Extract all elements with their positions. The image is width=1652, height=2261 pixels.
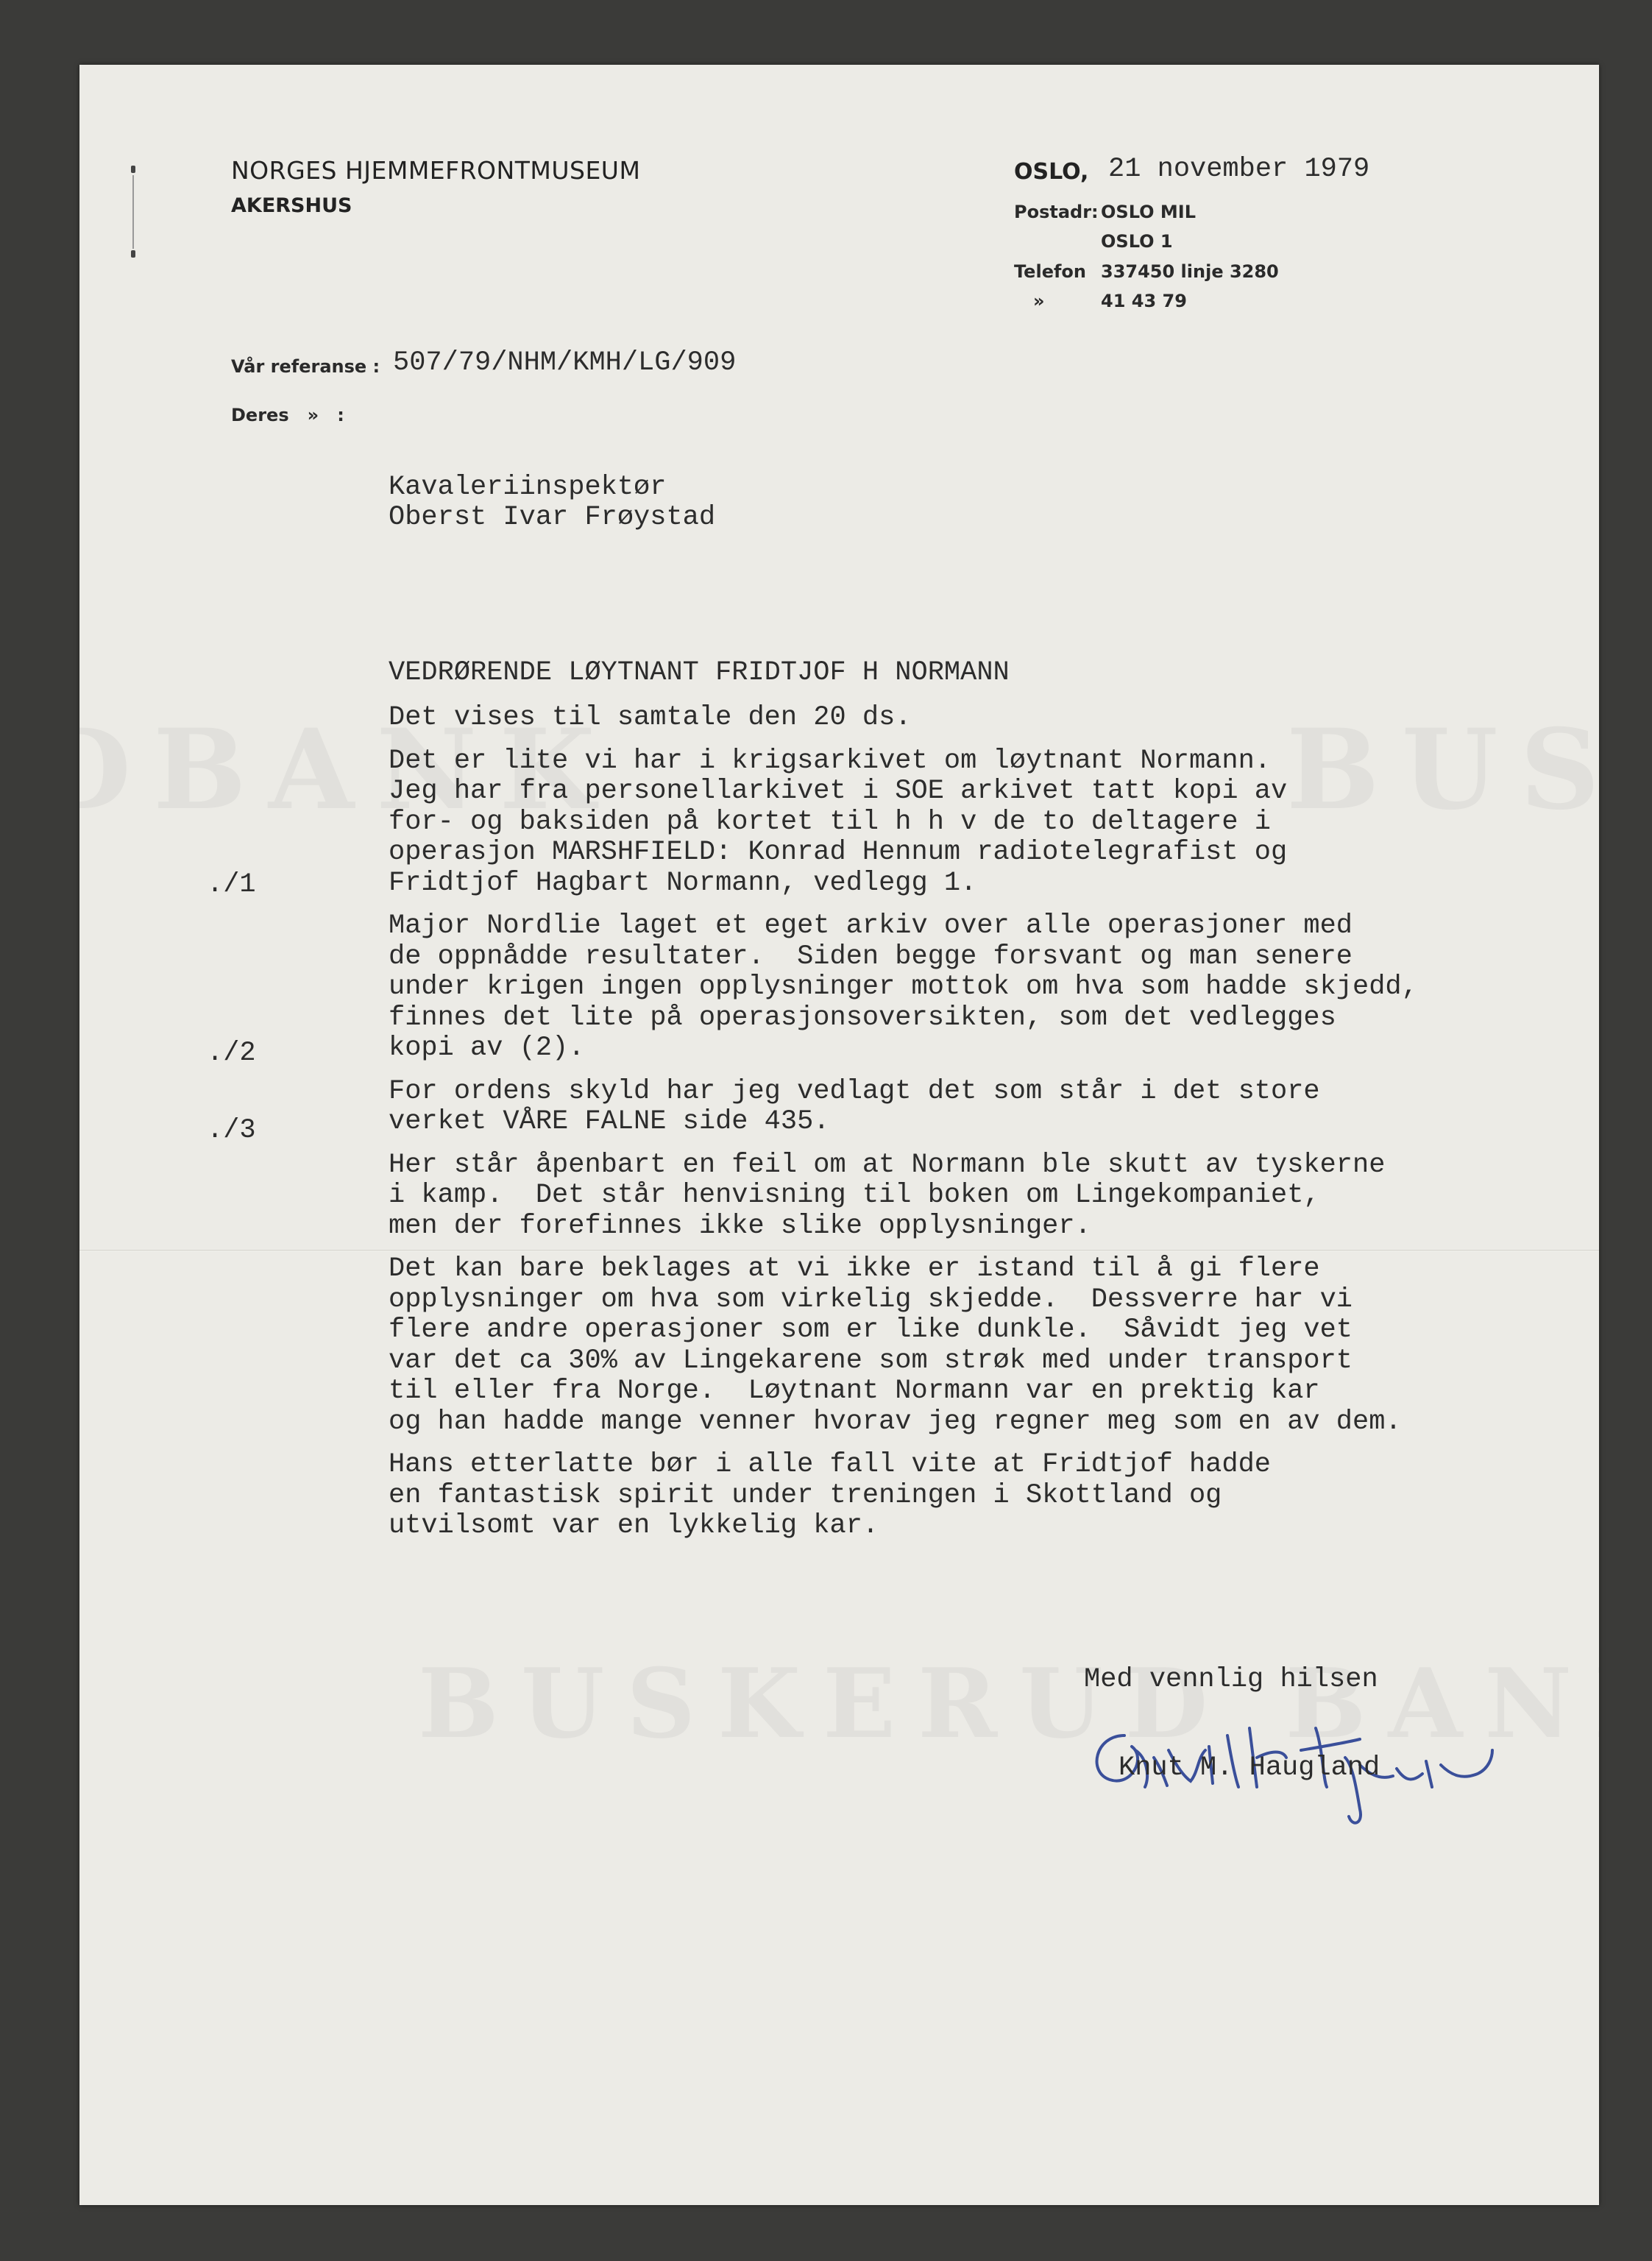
closing: Med vennlig hilsen xyxy=(1084,1664,1378,1695)
their-reference-label: Deres » : xyxy=(231,405,344,425)
telefon-label: Telefon xyxy=(1014,261,1086,282)
letter-page xyxy=(79,65,1599,2205)
paragraph-7: Hans etterlatte bør i alle fall vite at Fridtjof hadde en fantastisk spirit under treningen i Skottland og utvilsomt var en lykkelig kar. xyxy=(389,1449,1271,1541)
postadr-line2: OSLO 1 xyxy=(1101,231,1173,252)
paragraph-1: Det vises til samtale den 20 ds. xyxy=(389,702,912,733)
postadr-line1: OSLO MIL xyxy=(1101,202,1196,222)
punch-hole-bottom xyxy=(131,250,135,258)
organization-name: NORGES HJEMMEFRONTMUSEUM xyxy=(231,156,641,185)
subject-line: VEDRØRENDE LØYTNANT FRIDTJOF H NORMANN xyxy=(389,657,1010,688)
punch-hole-top xyxy=(131,166,135,173)
paragraph-2: Det er lite vi har i krigsarkivet om løytnant Normann. Jeg har fra personellarkivet i SOE arkivet tatt kopi av for- og baksiden på kortet til h h v de to deltagere i operasjon MARSHFIELD: Konrad Hennum radiotelegrafist og Fridtjof Hagbart Normann, vedlegg 1. xyxy=(389,745,1288,899)
enclosure-marker-3: ./3 xyxy=(207,1115,256,1146)
telefon-line1: 337450 linje 3280 xyxy=(1101,261,1279,282)
telefon-line2: 41 43 79 xyxy=(1101,291,1187,311)
postadr-label: Postadr: xyxy=(1014,202,1099,222)
enclosure-marker-2: ./2 xyxy=(207,1038,256,1069)
telefon-ditto: » xyxy=(1033,291,1045,311)
recipient-line2: Oberst Ivar Frøystad xyxy=(389,502,716,533)
binding-mark xyxy=(132,175,134,249)
paragraph-3: Major Nordlie laget et eget arkiv over alle operasjoner med de oppnådde resultater. Siden begge forsvant og man senere under krigen ingen opplysninger mottok om hva som hadde skjedd, finnes det lite på operasjonsoversikten, som det vedlegges kopi av (2). xyxy=(389,910,1418,1064)
organization-location: AKERSHUS xyxy=(231,194,352,217)
signatory-name: Knut M. Haugland xyxy=(1119,1752,1380,1783)
letter-date: 21 november 1979 xyxy=(1108,154,1370,185)
paragraph-5: Her står åpenbart en feil om at Normann ble skutt av tyskerne i kamp. Det står henvisning til boken om Lingekompaniet, men der forefinnes ikke slike opplysninger. xyxy=(389,1149,1386,1242)
our-reference-value: 507/79/NHM/KMH/LG/909 xyxy=(393,347,737,378)
letter-body xyxy=(389,657,1581,1554)
our-reference-label: Vår referanse : xyxy=(231,356,380,377)
enclosure-marker-1: ./1 xyxy=(207,869,256,900)
paragraph-6: Det kan bare beklages at vi ikke er istand til å gi flere opplysninger om hva som virkelig skjedde. Dessverre har vi flere andre operasjoner som er like dunkle. Såvidt jeg vet var det ca 30% av Lingekarene som strøk med under transport til eller fra Norge. Løytnant Normann var en prektig kar og han hadde mange venner hvorav jeg regner meg som en av dem. xyxy=(389,1253,1402,1437)
paragraph-4: For ordens skyld har jeg vedlagt det som står i det store verket VÅRE FALNE side 435. xyxy=(389,1075,1320,1137)
city-label: OSLO, xyxy=(1014,159,1089,185)
recipient-line1: Kavaleriinspektør xyxy=(389,472,667,503)
